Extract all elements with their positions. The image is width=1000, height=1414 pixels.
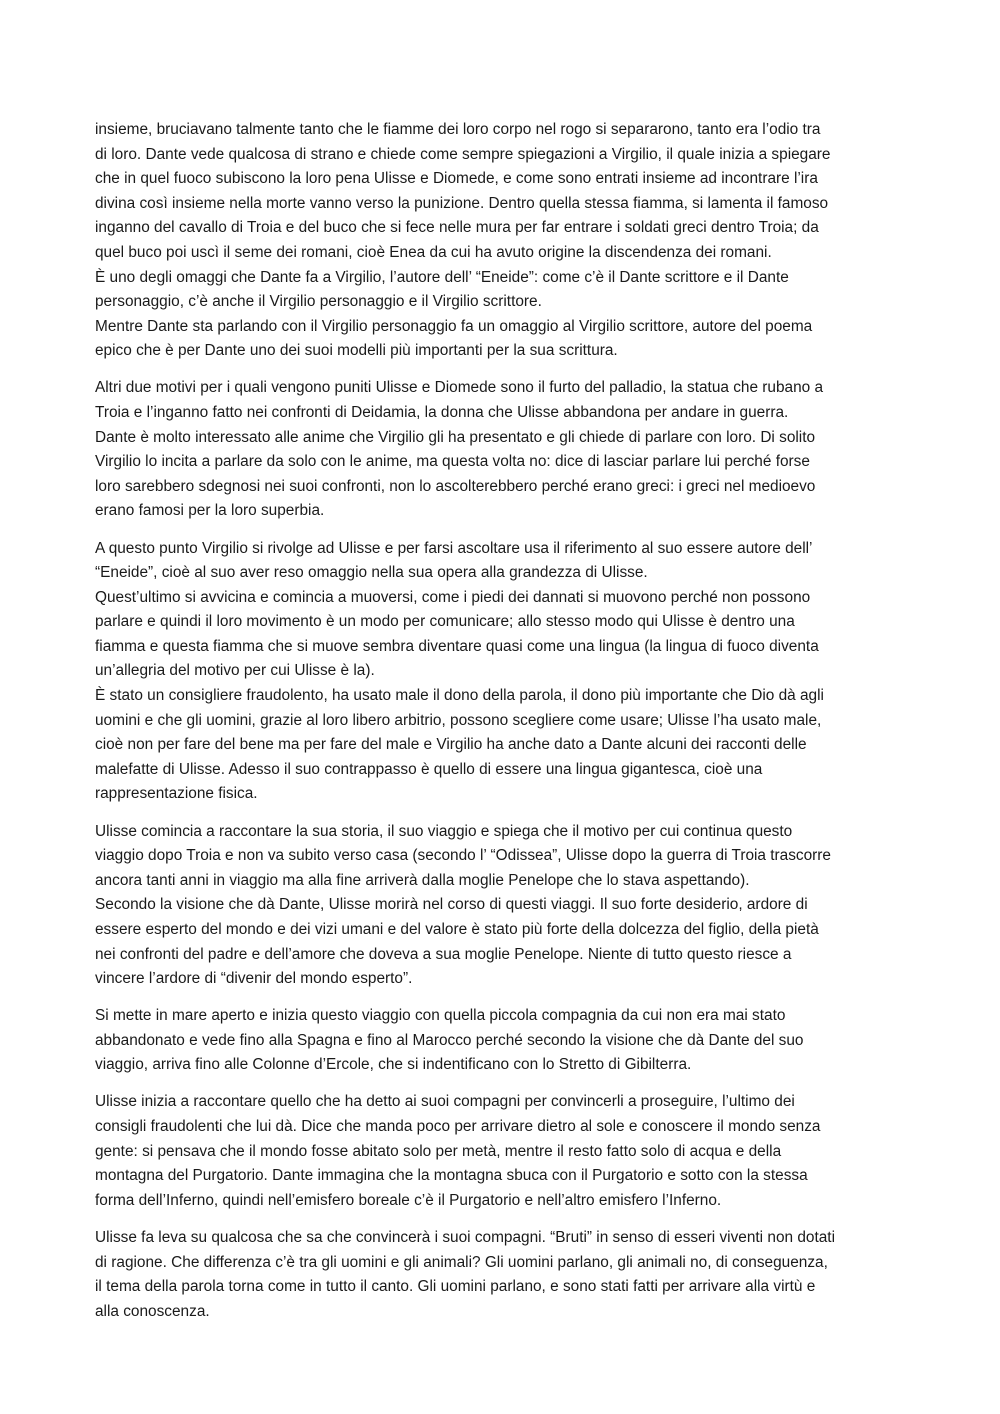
text-line: malefatte di Ulisse. Adesso il suo contrappasso è quello di essere una lingua gigantesca, cioè una [95,760,763,778]
text-line: il tema della parola torna come in tutto il canto. Gli uomini parlano, e sono stati fatti per arrivare alla virtù e [95,1278,816,1296]
text-line: forma dell’Inferno, quindi nell’emisfero boreale c’è il Purgatorio e nell’altro emisfero l’Inferno. [95,1191,722,1209]
text-line: Altri due motivi per i quali vengono puniti Ulisse e Diomede sono il furto del palladio, la statua che rubano a [95,379,824,397]
text-line: “Eneide”, cioè al suo aver reso omaggio nella sua opera alla grandezza di Ulisse. [95,564,648,582]
paragraph-2 [95,376,907,524]
text-line: fiamma e questa fiamma che si muove sembra diventare quasi come una lingua (la lingua di fuoco diventa [95,637,819,655]
text-line: Mentre Dante sta parlando con il Virgilio personaggio fa un omaggio al Virgilio scrittore, autore del poema [95,317,813,335]
text-line: parlare e quindi il loro movimento è un modo per comunicare; allo stesso modo qui Ulisse è dentro una [95,613,795,631]
text-line: che in quel fuoco subiscono la loro pena Ulisse e Diomede, e come sono entrati insieme ad incontrare l’ira [95,170,818,188]
text-line: Virgilio lo incita a parlare da solo con le anime, ma questa volta no: dice di lasciar parlare lui perché forse [95,453,810,471]
text-line: Si mette in mare aperto e inizia questo viaggio con quella piccola compagnia da cui non era mai stato [95,1007,786,1025]
text-line: vincere l’ardore di “divenir del mondo esperto”. [95,970,413,988]
document-page [95,118,907,1337]
text-line: Quest’ultimo si avvicina e comincia a muoversi, come i piedi dei dannati si muovono perché non possono [95,588,811,606]
paragraph-5 [95,1004,907,1078]
paragraph-1 [95,118,907,364]
text-line: rappresentazione fisica. [95,785,258,803]
text-line: consigli fraudolenti che lui dà. Dice che manda poco per arrivare dietro al sole e conoscere il mondo senza [95,1118,821,1136]
text-line: nei confronti del padre e dell’amore che doveva a sua moglie Penelope. Niente di tutto questo riesce a [95,945,792,963]
text-line: Ulisse fa leva su qualcosa che sa che convincerà i suoi compagni. “Bruti” in senso di esseri viventi non dotati [95,1228,835,1246]
text-line: erano famosi per la loro superbia. [95,502,325,520]
text-line: gente: si pensava che il mondo fosse abitato solo per metà, mentre il resto fatto solo di acqua e della [95,1142,782,1160]
text-line: ancora tanti anni in viaggio ma alla fine arriverà dalla moglie Penelope che lo stava aspettando). [95,871,750,889]
paragraph-6 [95,1090,907,1213]
text-line: di ragione. Che differenza c’è tra gli uomini e gli animali? Gli uomini parlano, gli animali no, di conseguenza, [95,1253,828,1271]
text-line: un’allegria del motivo per cui Ulisse è la). [95,662,375,680]
text-line: viaggio, arriva fino alle Colonne d’Ercole, che si indentificano con lo Stretto di Gibilterra. [95,1056,692,1074]
text-line: quel buco poi uscì il seme dei romani, cioè Enea da cui ha avuto origine la discendenza dei romani. [95,243,772,261]
text-line: alla conoscenza. [95,1302,210,1320]
text-line: montagna del Purgatorio. Dante immagina che la montagna sbuca con il Purgatorio e sotto con la stessa [95,1167,808,1185]
text-line: Ulisse comincia a raccontare la sua storia, il suo viaggio e spiega che il motivo per cui continua questo [95,822,793,840]
paragraph-3 [95,537,907,808]
text-line: personaggio, c’è anche il Virgilio personaggio e il Virgilio scrittore. [95,293,542,311]
text-line: essere esperto del mondo e dei vizi umani e del valore è stato più forte della dolcezza del figlio, della pietà [95,920,819,938]
text-line: cioè non per fare del bene ma per fare del male e Virgilio ha anche dato a Dante alcuni dei racconti delle [95,736,807,754]
text-line: viaggio dopo Troia e non va subito verso casa (secondo l’ “Odissea”, Ulisse dopo la guerra di Troia trascorre [95,847,831,865]
text-line: Secondo la visione che dà Dante, Ulisse morirà nel corso di questi viaggi. Il suo forte desiderio, ardore di [95,896,808,914]
text-line: A questo punto Virgilio si rivolge ad Ulisse e per farsi ascoltare usa il riferimento al suo essere autore dell’ [95,539,813,557]
text-line: abbandonato e vede fino alla Spagna e fino al Marocco perché secondo la visione che dà Dante del suo [95,1031,804,1049]
text-line: Troia e l’inganno fatto nei confronti di Deidamia, la donna che Ulisse abbandona per andare in guerra. [95,404,789,422]
text-line: loro sarebbero sdegnosi nei suoi confronti, non lo ascolterebbero perché erano greci: i greci nel medioevo [95,477,816,495]
text-line: Dante è molto interessato alle anime che Virgilio gli ha presentato e gli chiede di parlare con loro. Di solito [95,428,816,446]
paragraph-4 [95,820,907,992]
text-line: divina così insieme nella morte vanno verso la punizione. Dentro quella stessa fiamma, si lamenta il famoso [95,194,829,212]
text-line: inganno del cavallo di Troia e del buco che si fece nelle mura per far entrare i soldati greci dentro Troia; da [95,219,819,237]
text-line: di loro. Dante vede qualcosa di strano e chiede come sempre spiegazioni a Virgilio, il quale inizia a spiegare [95,145,831,163]
paragraph-7 [95,1226,907,1324]
text-line: epico che è per Dante uno dei suoi modelli più importanti per la sua scrittura. [95,342,618,360]
text-line: È stato un consigliere fraudolento, ha usato male il dono della parola, il dono più importante che Dio dà agli [95,687,824,705]
text-line: Ulisse inizia a raccontare quello che ha detto ai suoi compagni per convincerli a proseguire, l’ultimo dei [95,1093,795,1111]
text-line: È uno degli omaggi che Dante fa a Virgilio, l’autore dell’ “Eneide”: come c’è il Dante scrittore e il Dante [95,268,789,286]
text-line: uomini e che gli uomini, grazie al loro libero arbitrio, possono scegliere come usare; Ulisse l’ha usato male, [95,711,822,729]
text-line: insieme, bruciavano talmente tanto che le fiamme dei loro corpo nel rogo si separarono, tanto era l’odio tra [95,121,821,138]
